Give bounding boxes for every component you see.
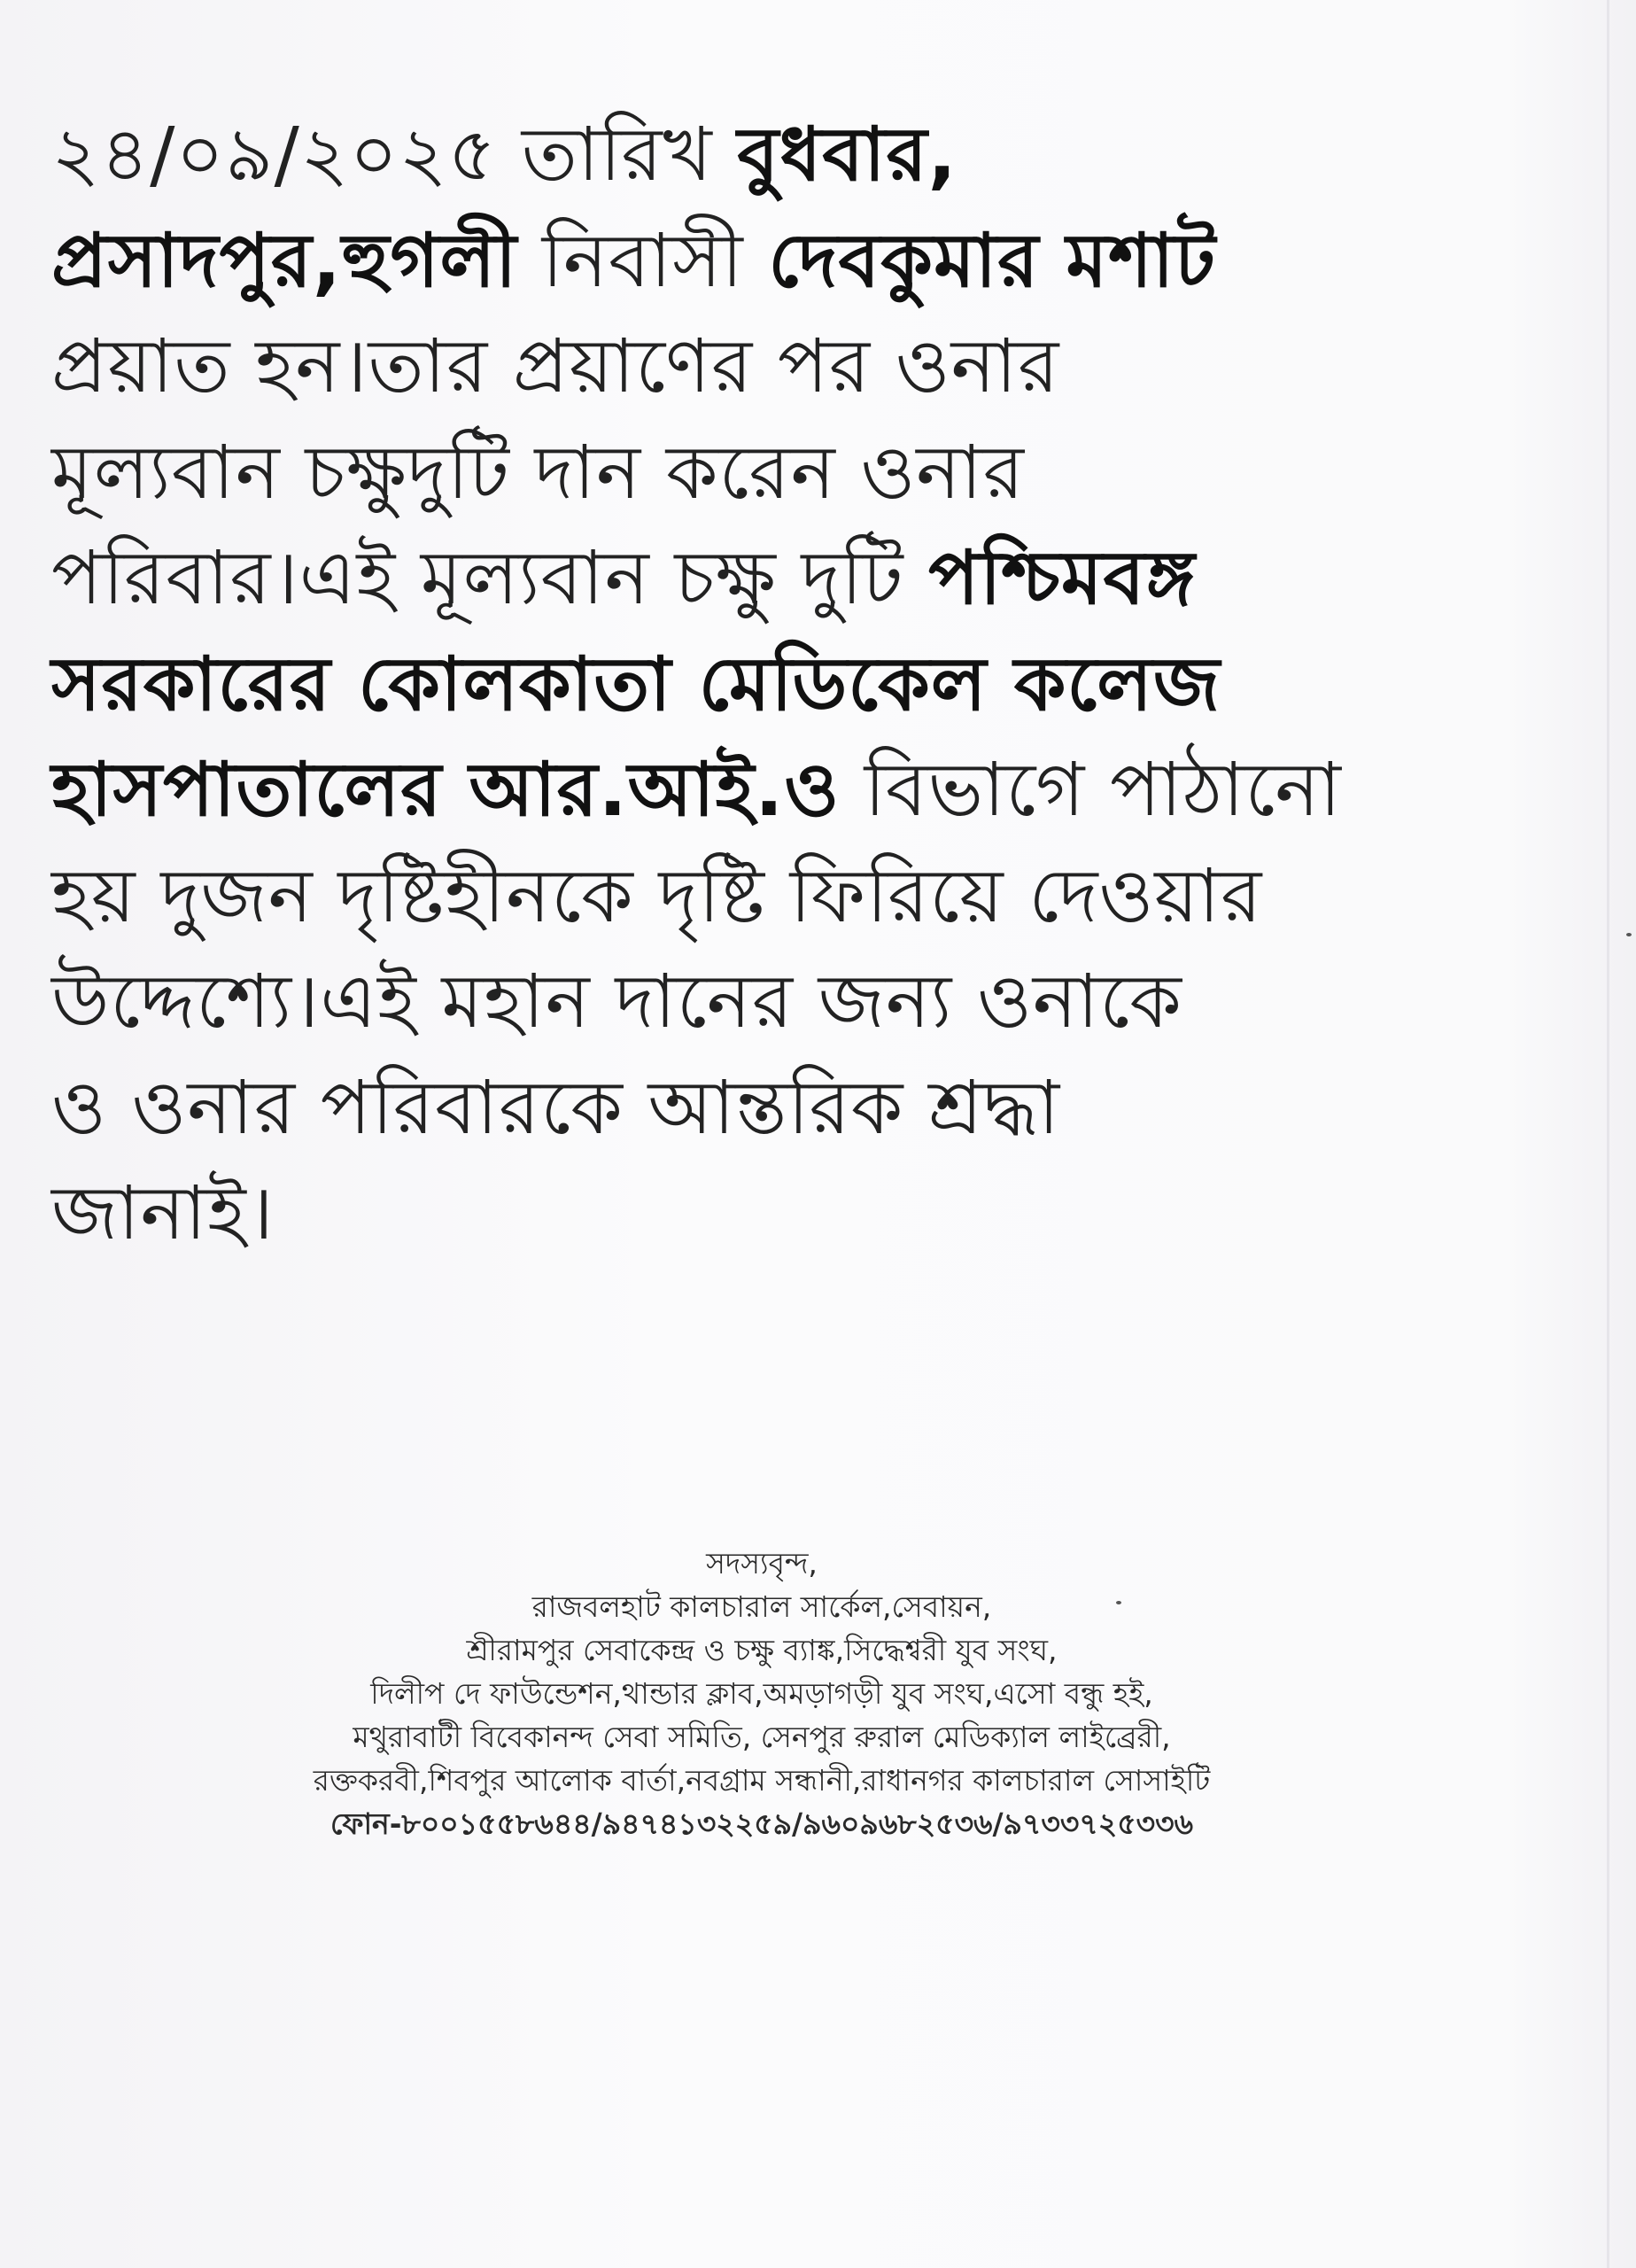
signatory-line-2: শ্রীরামপুর সেবাকেন্দ্র ও চক্ষু ব্যাঙ্ক,সিদ্ধেশ্বরী যুব সংঘ, xyxy=(466,1633,1058,1667)
signatory-line-5: রক্তকরবী,শিবপুর আলোক বার্তা,নবগ্রাম সন্ধানী,রাধানগর কালচারাল সোসাইটি xyxy=(313,1763,1211,1798)
signatories-block xyxy=(115,1542,1408,1845)
text-run: প্রয়াত হন।তার প্রয়াণের পর ওনার xyxy=(51,322,1060,409)
text-run: ও ওনার পরিবারকে আন্তরিক শ্রদ্ধা xyxy=(51,1063,1061,1151)
bold-text-run: সরকারের কোলকাতা মেডিকেল কলেজ xyxy=(51,640,1221,727)
text-run: উদ্দেশ্যে।এই মহান দানের জন্য ওনাকে xyxy=(51,958,1182,1045)
text-run: নিবাসী xyxy=(517,216,769,304)
notice-body xyxy=(51,102,1557,1267)
notice-line-1 xyxy=(51,102,1557,208)
notice-line-6 xyxy=(51,632,1557,738)
notice-line-2 xyxy=(51,208,1557,315)
text-run: ২৪/০৯/২০২৫ xyxy=(51,111,498,198)
ink-speck xyxy=(1626,933,1632,936)
text-run: মূল্যবান চক্ষুদুটি দান করেন ওনার xyxy=(51,428,1025,516)
notice-line-4 xyxy=(51,420,1557,526)
signatory-line-1: রাজবলহাট কালচারাল সার্কেল,সেবায়ন, xyxy=(531,1589,992,1624)
bold-text-run: প্রসাদপুর,হুগলী xyxy=(51,216,518,304)
notice-line-9 xyxy=(51,949,1557,1055)
signatory-line-4: মথুরাবাটী বিবেকানন্দ সেবা সমিতি, সেনপুর রুরাল মেডিক্যাল লাইব্রেরী, xyxy=(353,1720,1171,1754)
text-run: তারিখ xyxy=(497,111,738,198)
notice-line-8 xyxy=(51,843,1557,950)
bold-text-run: বুধবার, xyxy=(737,111,958,198)
text-run: হয় দুজন দৃষ্টিহীনকে দৃষ্টি ফিরিয়ে দেওয়ার xyxy=(51,851,1263,939)
notice-line-11 xyxy=(51,1161,1557,1267)
text-run: বিভাগে পাঠানো xyxy=(840,746,1342,833)
notice-line-7 xyxy=(51,737,1557,843)
signatories-heading: সদস্যবৃন্দ, xyxy=(706,1546,818,1581)
text-run: জানাই। xyxy=(51,1169,275,1256)
text-run: পরিবার।এই মূল্যবান চক্ষু দুটি xyxy=(51,534,929,621)
notice-line-5 xyxy=(51,525,1557,632)
phone-numbers: ফোন-৮০০১৫৫৮৬৪৪/৯৪৭৪১৩২২৫৯/৯৬০৯৬৮২৫৩৬/৯৭৩৩৭২৫৩৩৬ xyxy=(330,1806,1194,1841)
bold-text-run: পশ্চিমবঙ্গ xyxy=(928,534,1196,621)
notice-line-10 xyxy=(51,1055,1557,1161)
ink-speck xyxy=(1116,1601,1121,1604)
bold-text-run: হাসপাতালের আর.আই.ও xyxy=(51,746,841,833)
bold-text-run: দেবকুমার মশাট xyxy=(768,216,1216,304)
notice-line-3 xyxy=(51,314,1557,420)
paper-edge xyxy=(1607,0,1609,2268)
signatory-line-3: দিলীপ দে ফাউন্ডেশন,থান্ডার ক্লাব,অমড়াগড়ী যুব সংঘ,এসো বন্ধু হই, xyxy=(370,1676,1153,1711)
